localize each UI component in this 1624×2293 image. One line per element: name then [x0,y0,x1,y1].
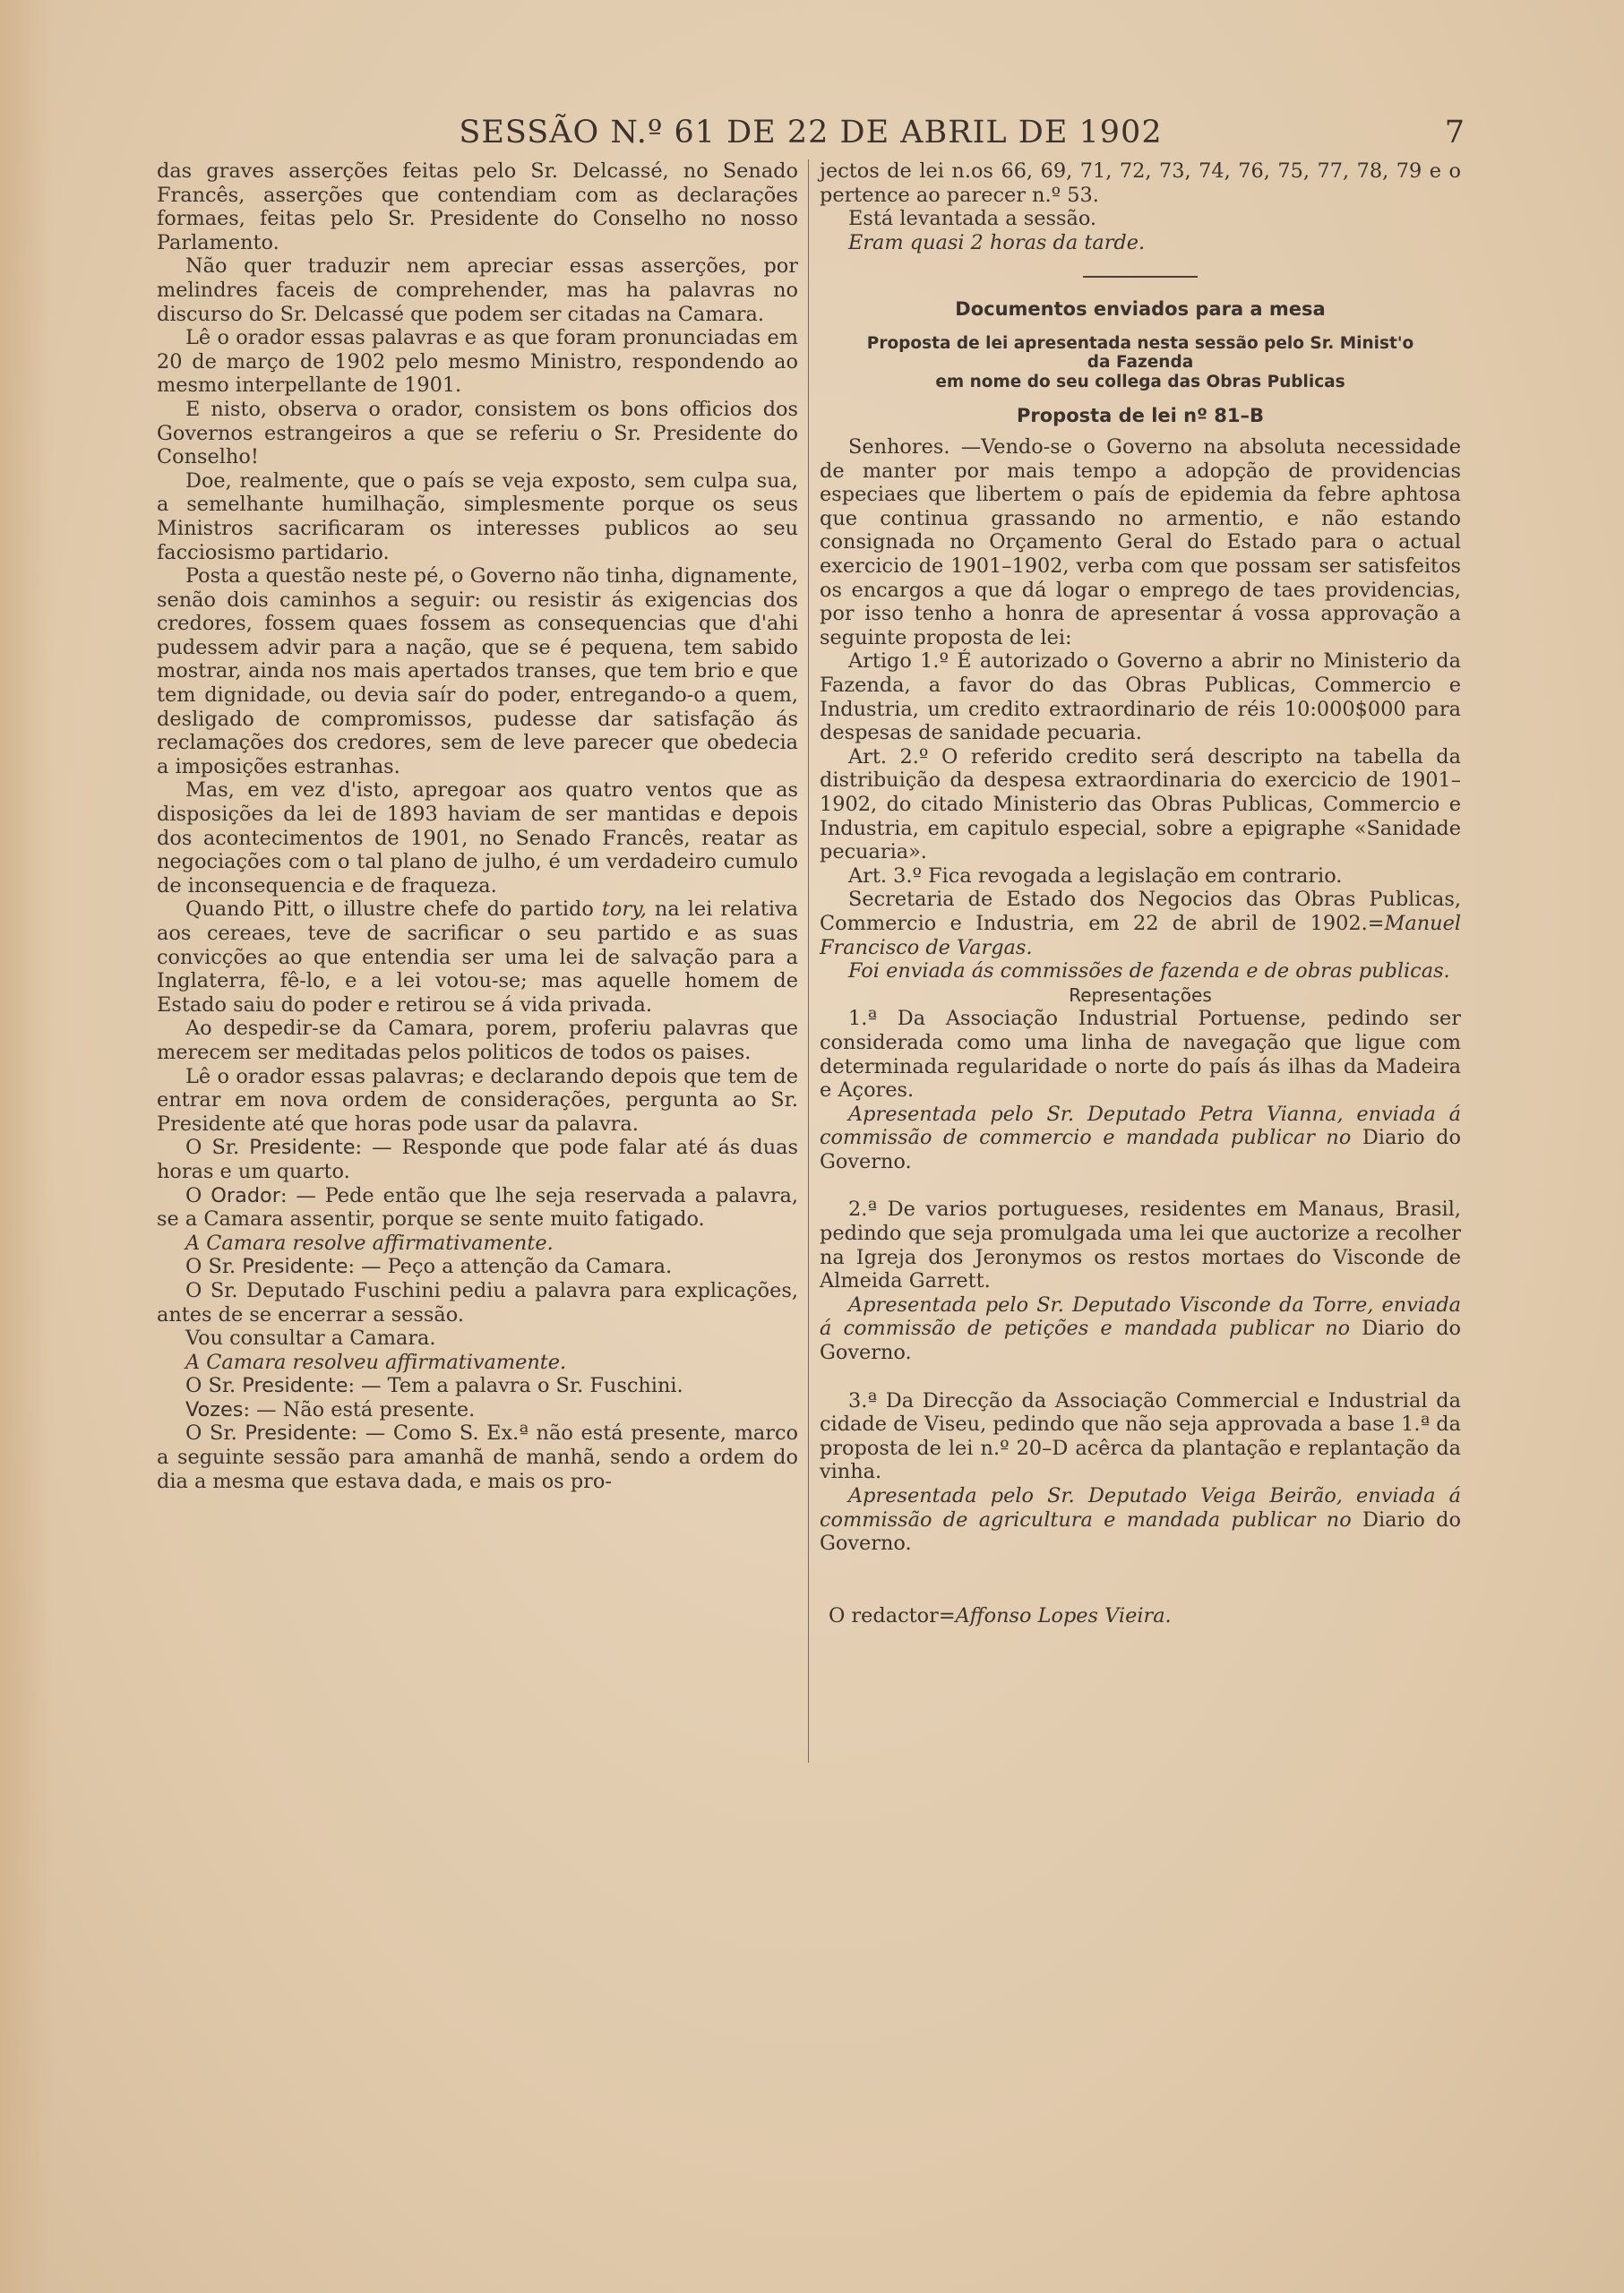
italic-text: tory, [601,897,647,922]
italic-text: Eram quasi 2 horas da tarde. [848,230,1146,254]
representation: 3.ª Da Direcção da Associação Commercial e Industrial da cidade de Viseu, pedindo que não seja approvada a base 1.ª da proposta de lei n.º 20–D acêrca da plantação e replantação da vinha. [820,1388,1461,1484]
representations-heading: Representações [1069,983,1212,1006]
paragraph: Está levantada a sessão. [848,207,1097,231]
paragraph: Ao despedir-se da Camara, porem, proferiu palavras que merecem ser meditadas pelos politicos de todos os paises. [157,1017,798,1064]
text: : — Não está presente. [243,1397,476,1421]
italic-text: Foi enviada ás commissões de fazenda e de obras publicas. [848,959,1450,983]
paragraph: Posta a questão neste pé, o Governo não tinha, dignamente, senão dois caminhos a seguir: ou resistir ás exigencias dos credores, fossem quaes fossem as consequencias que d'ahi pudessem advir para a nação, que se é pequena, tem sabido mostrar, ainda nos mais apertados transes, que tem brio e que tem dignidade, ou devia saír do poder, entregando-o a quem, desligado de compromissos, pudesse dar satisfação ás reclamações dos credores, sem de leve parecer que obedecia a imposições estranhas. [157,564,798,778]
representation: 1.ª Da Associação Industrial Portuense, pedindo ser considerada como uma linha de navegação que ligue com determinada regularidade o norte do país ás ilhas da Madeira e Açores. [820,1007,1461,1103]
paragraph [157,1232,798,1256]
session-title: SESSÃO N.º 61 DE 22 DE ABRIL DE 1902 [459,115,1163,150]
text: : — Tem a palavra o Sr. Fuschini. [348,1374,683,1398]
paragraph: Lê o orador essas palavras; e declarando depois que tem de entrar em nova ordem de considerações, pergunta ao Sr. Presidente até que horas pode usar da palavra. [157,1064,798,1136]
redactor-name: Affonso Lopes Vieira. [955,1603,1172,1627]
article: Art. 3.º Fica revogada a legislação em contrario. [848,863,1343,888]
italic-text: A Camara resolveu affirmativamente. [185,1350,567,1374]
page-number: 7 [1444,115,1465,150]
note [820,1293,1461,1365]
text: Secretaria de Estado dos Negocios das Obras Publicas, Commercio e Industria, em 22 de abril de 1902. [820,888,1461,935]
section-heading: Documentos enviados para a mesa [955,298,1326,321]
text: Quando Pitt, o illustre chefe do partido [185,897,602,922]
speech-paragraph [157,1374,798,1398]
italic-text: Apresentada pelo Sr. Deputado Petra Vianna, enviada á commissão de commercio e mandada publicar no [820,1102,1461,1150]
paragraph [820,231,1461,255]
text: : — Pede então que lhe seja reservada a palavra, se a Camara assentir, porque se sente muito fatigado. [157,1183,798,1232]
speaker-name: Vozes [185,1397,244,1421]
page-edge-shadow [0,0,54,2293]
text: : — Como S. Ex.ª não está presente, marco a seguinte sessão para amanhã de manhã, sendo a ordem do dia a mesma que estava dada, e mais os pro- [157,1421,798,1493]
paragraph: jectos de lei n.os 66, 69, 71, 72, 73, 74, 76, 75, 77, 78, 79 e o pertence ao parecer n.º 53. [820,159,1461,207]
proposal-heading: em nome do seu collega das Obras Publicas [935,372,1345,391]
paragraph: Lê o orador essas palavras e as que foram pronunciadas em 20 de março de 1902 pelo mesmo Ministro, respondendo ao mesmo interpellante de 1901. [157,326,798,398]
italic-text: Apresentada pelo Sr. Deputado Veiga Beirão, enviada á commissão de agricultura e mandada publicar no [820,1484,1461,1532]
paragraph: Senhores. —Vendo-se o Governo na absoluta necessidade de manter por mais tempo a adopção de providencias especiaes que libertem o país de epidemia da febre aphtosa que continua grassando no armentio, e não estando consignada no Orçamento Geral do Estado para o actual exercicio de 1901–1902, verba com que possam ser satisfeitos os encargos a que dá logar o emprego de taes providencias, por isso tenho a honra de apresentar á vossa approvação a seguinte proposta de lei: [820,435,1461,649]
note [820,1103,1461,1174]
text: O redactor= [829,1603,956,1627]
article: Artigo 1.º É autorizado o Governo a abrir no Ministerio da Fazenda, a favor do das Obras Publicas, Commercio e Industria, um credito extraordinario de réis 10:000$000 para despesas de sanidade pecuaria. [820,649,1461,745]
italic-text: A Camara resolve affirmativamente. [185,1231,554,1255]
text: O Sr. [185,1421,245,1446]
speech-paragraph [157,1421,798,1493]
text: O Sr. [185,1136,250,1160]
speaker-name: Orador [211,1183,280,1207]
representation: 2.ª De varios portugueses, residentes em Manaus, Brasil, pedindo que seja promulgada uma lei que auctorize a recolher na Igreja dos Jeronymos os restos mortaes do Visconde de Almeida Garrett. [820,1198,1461,1293]
left-column [157,159,798,1493]
speaker-name: Presidente [245,1421,351,1446]
paragraph [157,897,798,1017]
speaker-name: Presidente [249,1136,356,1160]
paragraph: Vou consultar a Camara. [185,1327,436,1351]
paragraph: O Sr. Deputado Fuschini pediu a palavra para explicações, antes de se encerrar a sessão. [157,1278,798,1327]
proposal-heading: da Fazenda [1087,353,1194,373]
right-column [820,159,1461,1627]
paragraph: Não quer traduzir nem apreciar essas asserções, por melindres faceis de comprehender, mas ha palavras no discurso do Sr. Delcassé que podem ser citadas na Camara. [157,254,798,326]
text: na lei relativa aos cereaes, teve de sacrificar o seu partido e as suas convicções ao que entendia ser uma lei de salvação para a Inglaterra, fê-lo, e a lei votou-se; mas aquelle homem de Estado saiu do poder e retirou se á vida privada. [157,897,798,1017]
bill-title: Proposta de lei nº 81–B [1016,405,1265,427]
article: Art. 2.º O referido credito será descripto na tabella da distribuição da despesa extraordinaria do exercicio de 1901–1902, do citado Ministerio das Obras Publicas, Commercio e Industria, em capitulo especial, sobre a epigraphe «Sanidade pecuaria». [820,744,1461,864]
speech-paragraph [157,1398,798,1422]
page-header [157,115,1465,154]
text: Diario do Governo. [820,1317,1462,1365]
speech-paragraph [157,1136,798,1183]
column-divider [808,159,809,1763]
text: Diario do Governo. [820,1507,1461,1556]
speaker-name: Presidente [242,1255,348,1279]
paragraph: Mas, em vez d'isto, apregoar aos quatro ventos que as disposições da lei de 1893 haviam de ser mantidas e depois dos acontecimentos de 1901, no Senado Francês, reatar as negociações com o tal plano de julho, é um verdadeiro cumulo de inconsequencia e de fraqueza. [157,778,798,897]
text: Diario do Governo. [820,1126,1461,1173]
paragraph [820,959,1461,983]
paragraph [820,888,1461,959]
speaker-name: Presidente [242,1374,348,1398]
paragraph: E nisto, observa o orador, consistem os bons officios dos Governos estrangeiros a que se referiu o Sr. Presidente do Conselho! [157,397,798,469]
text: : — Peço a attenção da Camara. [348,1255,673,1279]
text: O Sr. [185,1374,243,1398]
paragraph: das graves asserções feitas pelo Sr. Delcassé, no Senado Francês, asserções que contendiam com as declarações formaes, feitas pelo Sr. Presidente do Conselho no nosso Parlamento. [157,159,798,254]
speech-paragraph [157,1184,798,1232]
section-rule [1083,276,1198,278]
speech-paragraph [157,1255,798,1279]
redactor-line [820,1604,1461,1628]
italic-text: Apresentada pelo Sr. Deputado Visconde da Torre, enviada á commissão de petições e mandada publicar no [820,1292,1461,1341]
paragraph [157,1351,798,1375]
proposal-heading: Proposta de lei apresentada nesta sessão pelo Sr. Minist'o [866,333,1414,353]
note [820,1484,1461,1556]
text: : — Responde que pode falar até ás duas horas e um quarto. [157,1136,798,1183]
text: O [185,1183,211,1207]
text: O Sr. [185,1255,243,1279]
signature: =Manuel Francisco de Vargas. [820,911,1461,959]
paragraph: Doe, realmente, que o país se veja exposto, sem culpa sua, a semelhante humilhação, simplesmente porque os seus Ministros sacrificaram os interesses publicos ao seu facciosismo partidario. [157,468,798,564]
